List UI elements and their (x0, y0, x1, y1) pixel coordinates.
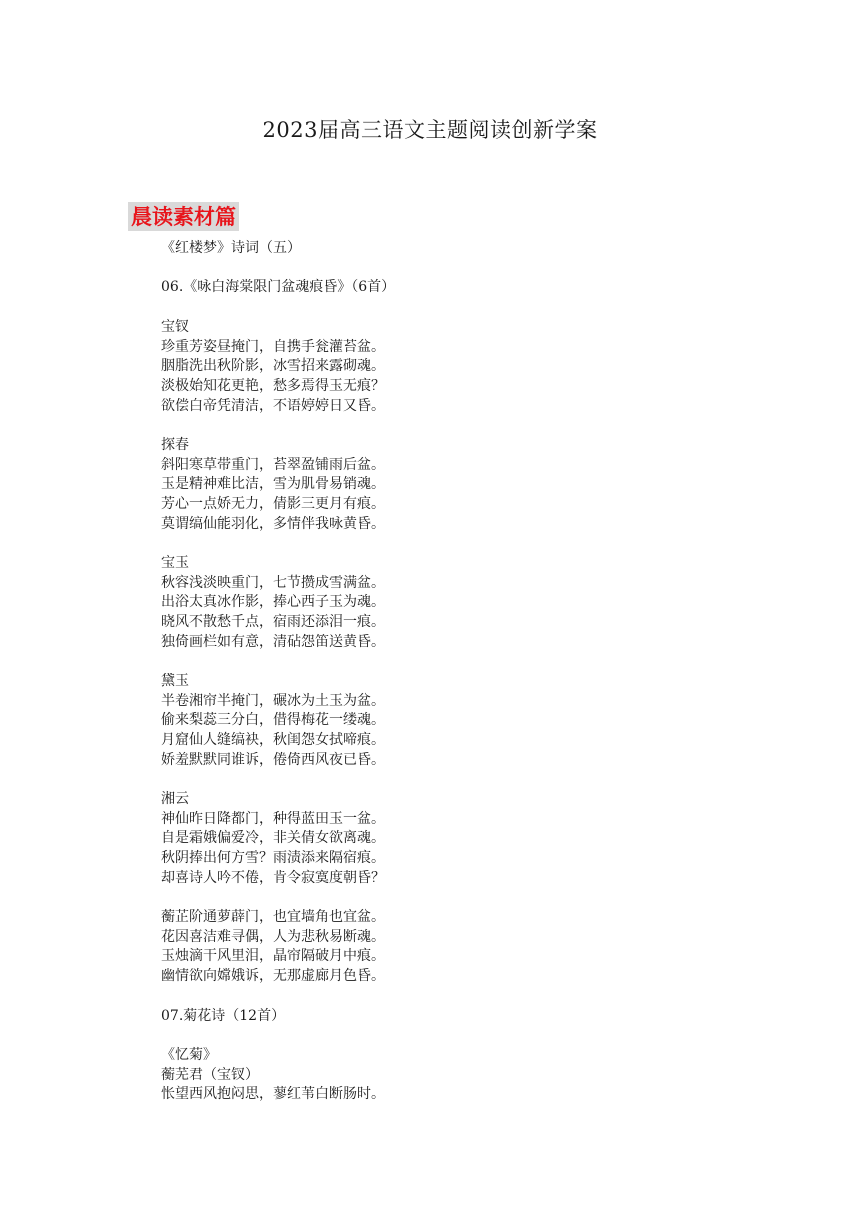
poem-block (161, 554, 385, 653)
heading-06: 06.《咏白海棠限门盆魂痕昏》（6首） (161, 279, 396, 295)
poem-block (161, 790, 385, 889)
poem-line: 斜阳寒草带重门，苔翠盈铺雨后盆。 (161, 456, 385, 473)
subtitle: 《红楼梦》诗词（五） (161, 240, 301, 256)
poem-line: 秋容浅淡映重门，七节攒成雪满盆。 (161, 574, 385, 591)
poem-author: 黛玉 (161, 673, 189, 689)
poem-block (161, 318, 385, 417)
heading-07: 07.菊花诗（12首） (161, 1008, 286, 1024)
poem-block (161, 1046, 385, 1105)
poem-line: 半卷湘帘半掩门，碾冰为土玉为盆。 (161, 692, 385, 709)
poem-line: 偷来梨蕊三分白，借得梅花一缕魂。 (161, 712, 385, 729)
section-tag: 晨读素材篇 (128, 202, 239, 231)
poem-line: 蘅芷阶通萝薜门，也宜墙角也宜盆。 (161, 909, 385, 925)
poem-line: 晓风不散愁千点，宿雨还添泪一痕。 (161, 614, 385, 631)
poem-block (161, 436, 385, 535)
poem-line: 秋阴捧出何方雪？雨渍添来隔宿痕。 (161, 850, 385, 867)
poem-line: 芳心一点娇无力，倩影三更月有痕。 (161, 496, 385, 513)
poem-line: 自是霜娥偏爱冷，非关倩女欲离魂。 (161, 830, 385, 847)
poem-block (161, 908, 385, 987)
poem-line: 出浴太真冰作影，捧心西子玉为魂。 (161, 594, 385, 611)
page-title: 2023届高三语文主题阅读创新学案 (262, 118, 598, 142)
poem-line: 却喜诗人吟不倦，肯令寂寞度朝昏？ (161, 869, 385, 886)
poem-line: 莫谓缟仙能羽化，多情伴我咏黄昏。 (161, 515, 385, 532)
poem-line: 花因喜洁难寻偶，人为悲秋易断魂。 (161, 928, 385, 945)
poem-line: 幽情欲向嫦娥诉，无那虚廊月色昏。 (161, 968, 385, 985)
poem-line: 怅望西风抱闷思，蓼红苇白断肠时。 (161, 1086, 385, 1103)
poem-line: 珍重芳姿昼掩门，自携手瓮灌苔盆。 (161, 338, 385, 355)
poem-author: 湘云 (161, 791, 189, 807)
poem-line: 淡极始知花更艳，愁多焉得玉无痕？ (161, 378, 385, 395)
poem-line: 胭脂洗出秋阶影，冰雪招来露砌魂。 (161, 358, 385, 375)
poem-line: 玉烛滴干风里泪，晶帘隔破月中痕。 (161, 948, 385, 965)
poem-author: 宝钗 (161, 319, 189, 335)
poem-line: 玉是精神难比洁，雪为肌骨易销魂。 (161, 476, 385, 493)
poem-line: 神仙昨日降都门，种得蓝田玉一盆。 (161, 810, 385, 827)
poem-title: 《忆菊》 (161, 1047, 217, 1063)
poem-line: 月窟仙人缝缟袂，秋闺怨女拭啼痕。 (161, 732, 385, 749)
poem-author: 宝玉 (161, 555, 189, 571)
poem-line: 欲偿白帝凭清洁，不语婷婷日又昏。 (161, 397, 385, 414)
poem-line: 独倚画栏如有意，清砧怨笛送黄昏。 (161, 633, 385, 650)
poem-author: 探春 (161, 437, 189, 453)
poem-block (161, 672, 385, 771)
poem-line: 娇羞默默同谁诉，倦倚西风夜已昏。 (161, 751, 385, 768)
poem-author: 蘅芜君（宝钗） (161, 1066, 259, 1083)
